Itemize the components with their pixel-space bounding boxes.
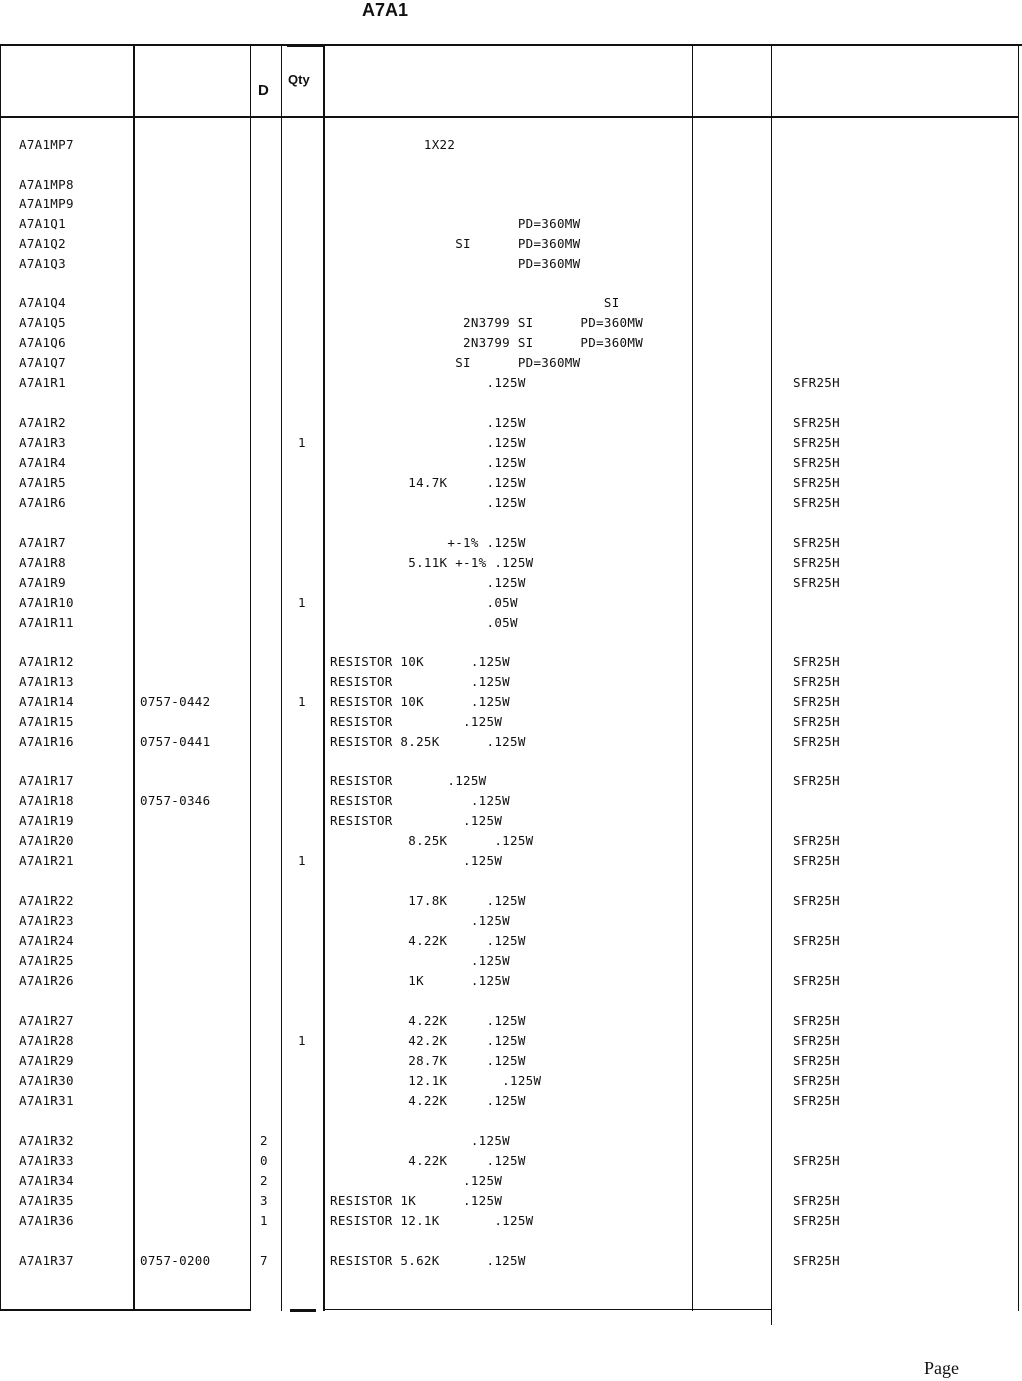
table-row	[0, 694, 1022, 712]
check-digit: 3	[260, 1193, 268, 1208]
reference-designator: A7A1R26	[19, 973, 74, 988]
table-row	[0, 575, 1022, 593]
table-row	[0, 335, 1022, 353]
quantity: 1	[298, 595, 306, 610]
table-row	[0, 1193, 1022, 1211]
reference-designator: A7A1R15	[19, 714, 74, 729]
table-row	[0, 475, 1022, 493]
reference-designator: A7A1MP7	[19, 137, 74, 152]
reference-designator: A7A1R16	[19, 734, 74, 749]
description: 1K .125W	[330, 973, 510, 988]
description: RESISTOR 1K .125W	[330, 1193, 503, 1208]
description: .125W	[330, 435, 526, 450]
reference-designator: A7A1R28	[19, 1033, 74, 1048]
reference-designator: A7A1R25	[19, 953, 74, 968]
reference-designator: A7A1R33	[19, 1153, 74, 1168]
quantity: 1	[298, 853, 306, 868]
description: +-1% .125W	[330, 535, 526, 550]
reference-designator: A7A1R30	[19, 1073, 74, 1088]
reference-designator: A7A1R7	[19, 535, 66, 550]
table-row	[0, 714, 1022, 732]
description: .125W	[330, 575, 526, 590]
table-row	[0, 595, 1022, 613]
description: .125W	[330, 953, 510, 968]
mfr-part-number: SFR25H	[793, 555, 840, 570]
mfr-part-number: SFR25H	[793, 1013, 840, 1028]
table-bottom-border	[0, 1309, 251, 1311]
reference-designator: A7A1R22	[19, 893, 74, 908]
description: RESISTOR .125W	[330, 674, 510, 689]
table-row	[0, 734, 1022, 752]
description: RESISTOR 12.1K .125W	[330, 1213, 534, 1228]
table-row	[0, 893, 1022, 911]
table-row	[0, 1013, 1022, 1031]
description: RESISTOR 8.25K .125W	[330, 734, 526, 749]
reference-designator: A7A1Q3	[19, 256, 66, 271]
page-title: A7A1	[362, 0, 409, 20]
description: PD=360MW	[330, 256, 581, 271]
table-row	[0, 435, 1022, 453]
table-row	[0, 1253, 1022, 1271]
table-row	[0, 773, 1022, 791]
mfr-part-number: SFR25H	[793, 893, 840, 908]
table-row	[0, 1033, 1022, 1051]
description: RESISTOR .125W	[330, 773, 487, 788]
table-bottom-border	[323, 1309, 772, 1310]
reference-designator: A7A1R34	[19, 1173, 74, 1188]
description: .125W	[330, 913, 510, 928]
mfr-part-number: SFR25H	[793, 575, 840, 590]
table-row	[0, 315, 1022, 333]
table-top-border	[0, 44, 1022, 46]
mfr-part-number: SFR25H	[793, 1073, 840, 1088]
reference-designator: A7A1R18	[19, 793, 74, 808]
check-digit: 7	[260, 1253, 268, 1268]
reference-designator: A7A1Q7	[19, 355, 66, 370]
table-row	[0, 495, 1022, 513]
part-number: 0757-0441	[140, 734, 211, 749]
description: 12.1K .125W	[330, 1073, 542, 1088]
mfr-part-number: SFR25H	[793, 1033, 840, 1048]
check-digit: 2	[260, 1133, 268, 1148]
mfr-part-number: SFR25H	[793, 375, 840, 390]
table-row	[0, 933, 1022, 951]
mfr-part-number: SFR25H	[793, 1193, 840, 1208]
part-number: 0757-0346	[140, 793, 211, 808]
qty-header-mark	[291, 116, 315, 118]
description: RESISTOR .125W	[330, 714, 503, 729]
description: .125W	[330, 455, 526, 470]
mfr-part-number: SFR25H	[793, 475, 840, 490]
mfr-part-number: SFR25H	[793, 674, 840, 689]
reference-designator: A7A1Q6	[19, 335, 66, 350]
reference-designator: A7A1R13	[19, 674, 74, 689]
table-row	[0, 853, 1022, 871]
mfr-part-number: SFR25H	[793, 833, 840, 848]
reference-designator: A7A1R21	[19, 853, 74, 868]
mfr-part-number: SFR25H	[793, 933, 840, 948]
reference-designator: A7A1R29	[19, 1053, 74, 1068]
table-row	[0, 1173, 1022, 1191]
mfr-part-number: SFR25H	[793, 495, 840, 510]
description: .125W	[330, 1173, 503, 1188]
description: PD=360MW	[330, 216, 581, 231]
mfr-part-number: SFR25H	[793, 1253, 840, 1268]
table-row	[0, 295, 1022, 313]
quantity: 1	[298, 694, 306, 709]
description: 17.8K .125W	[330, 893, 526, 908]
reference-designator: A7A1MP8	[19, 177, 74, 192]
table-row	[0, 674, 1022, 692]
table-row	[0, 1073, 1022, 1091]
table-row	[0, 1133, 1022, 1151]
table-row	[0, 973, 1022, 991]
reference-designator: A7A1R6	[19, 495, 66, 510]
table-row	[0, 455, 1022, 473]
part-number: 0757-0200	[140, 1253, 211, 1268]
reference-designator: A7A1R24	[19, 933, 74, 948]
description: .05W	[330, 595, 518, 610]
table-row	[0, 833, 1022, 851]
table-row	[0, 913, 1022, 931]
description: .125W	[330, 1133, 510, 1148]
check-digit: 1	[260, 1213, 268, 1228]
header-bottom-border	[0, 116, 1018, 118]
reference-designator: A7A1R17	[19, 773, 74, 788]
check-digit: 2	[260, 1173, 268, 1188]
reference-designator: A7A1R1	[19, 375, 66, 390]
reference-designator: A7A1R23	[19, 913, 74, 928]
reference-designator: A7A1R2	[19, 415, 66, 430]
mfr-part-number: SFR25H	[793, 415, 840, 430]
description: 4.22K .125W	[330, 1013, 526, 1028]
description: RESISTOR 5.62K .125W	[330, 1253, 526, 1268]
page-label: Page	[924, 1358, 959, 1378]
description: 28.7K .125W	[330, 1053, 526, 1068]
description: 5.11K +-1% .125W	[330, 555, 534, 570]
table-row	[0, 1093, 1022, 1111]
description: .125W	[330, 375, 526, 390]
mfr-part-number: SFR25H	[793, 734, 840, 749]
mfr-part-number: SFR25H	[793, 714, 840, 729]
reference-designator: A7A1MP9	[19, 196, 74, 211]
table-row	[0, 137, 1022, 155]
description: 2N3799 SI PD=360MW	[330, 315, 644, 330]
table-row	[0, 236, 1022, 254]
description: RESISTOR .125W	[330, 813, 503, 828]
mfr-part-number: SFR25H	[793, 654, 840, 669]
description: 2N3799 SI PD=360MW	[330, 335, 644, 350]
reference-designator: A7A1R12	[19, 654, 74, 669]
table-row	[0, 216, 1022, 234]
reference-designator: A7A1R27	[19, 1013, 74, 1028]
table-row	[0, 375, 1022, 393]
description: 1X22	[330, 137, 456, 152]
reference-designator: A7A1Q2	[19, 236, 66, 251]
reference-designator: A7A1R8	[19, 555, 66, 570]
description: 8.25K .125W	[330, 833, 534, 848]
table-row	[0, 355, 1022, 373]
mfr-part-number: SFR25H	[793, 1153, 840, 1168]
reference-designator: A7A1Q1	[19, 216, 66, 231]
table-row	[0, 415, 1022, 433]
table-row	[0, 196, 1022, 214]
quantity: 1	[298, 435, 306, 450]
table-row	[0, 813, 1022, 831]
table-row	[0, 177, 1022, 195]
mfr-part-number: SFR25H	[793, 853, 840, 868]
reference-designator: A7A1R14	[19, 694, 74, 709]
reference-designator: A7A1R11	[19, 615, 74, 630]
reference-designator: A7A1R20	[19, 833, 74, 848]
description: 4.22K .125W	[330, 1093, 526, 1108]
cd-column-header: D	[258, 82, 269, 99]
qty-column-header: Qty	[288, 72, 310, 87]
reference-designator: A7A1R19	[19, 813, 74, 828]
mfr-part-number: SFR25H	[793, 1213, 840, 1228]
quantity: 1	[298, 1033, 306, 1048]
description: SI PD=360MW	[330, 355, 581, 370]
description: .125W	[330, 415, 526, 430]
table-row	[0, 1213, 1022, 1231]
description: RESISTOR 10K .125W	[330, 654, 510, 669]
table-row	[0, 1153, 1022, 1171]
table-row	[0, 1053, 1022, 1071]
reference-designator: A7A1R32	[19, 1133, 74, 1148]
mfr-part-number: SFR25H	[793, 455, 840, 470]
part-number: 0757-0442	[140, 694, 211, 709]
description: SI	[330, 295, 620, 310]
table-row	[0, 256, 1022, 274]
reference-designator: A7A1Q4	[19, 295, 66, 310]
qty-bottom-mark	[290, 1309, 316, 1312]
description: RESISTOR 10K .125W	[330, 694, 510, 709]
reference-designator: A7A1R9	[19, 575, 66, 590]
reference-designator: A7A1R35	[19, 1193, 74, 1208]
reference-designator: A7A1R3	[19, 435, 66, 450]
description: 42.2K .125W	[330, 1033, 526, 1048]
check-digit: 0	[260, 1153, 268, 1168]
table-row	[0, 793, 1022, 811]
mfr-part-number: SFR25H	[793, 694, 840, 709]
reference-designator: A7A1R31	[19, 1093, 74, 1108]
mfr-part-number: SFR25H	[793, 973, 840, 988]
qty-top-mark	[287, 45, 323, 47]
mfr-part-number: SFR25H	[793, 535, 840, 550]
mfr-part-number: SFR25H	[793, 435, 840, 450]
reference-designator: A7A1Q5	[19, 315, 66, 330]
table-row	[0, 654, 1022, 672]
reference-designator: A7A1R36	[19, 1213, 74, 1228]
description: .05W	[330, 615, 518, 630]
mfr-part-number: SFR25H	[793, 1093, 840, 1108]
table-row	[0, 535, 1022, 553]
description: .125W	[330, 853, 503, 868]
description: .125W	[330, 495, 526, 510]
mfr-part-number: SFR25H	[793, 773, 840, 788]
table-row	[0, 615, 1022, 633]
reference-designator: A7A1R10	[19, 595, 74, 610]
description: 14.7K .125W	[330, 475, 526, 490]
description: RESISTOR .125W	[330, 793, 510, 808]
mfr-part-number: SFR25H	[793, 1053, 840, 1068]
reference-designator: A7A1R37	[19, 1253, 74, 1268]
description: 4.22K .125W	[330, 933, 526, 948]
table-row	[0, 555, 1022, 573]
reference-designator: A7A1R4	[19, 455, 66, 470]
table-row	[0, 953, 1022, 971]
description: SI PD=360MW	[330, 236, 581, 251]
reference-designator: A7A1R5	[19, 475, 66, 490]
description: 4.22K .125W	[330, 1153, 526, 1168]
